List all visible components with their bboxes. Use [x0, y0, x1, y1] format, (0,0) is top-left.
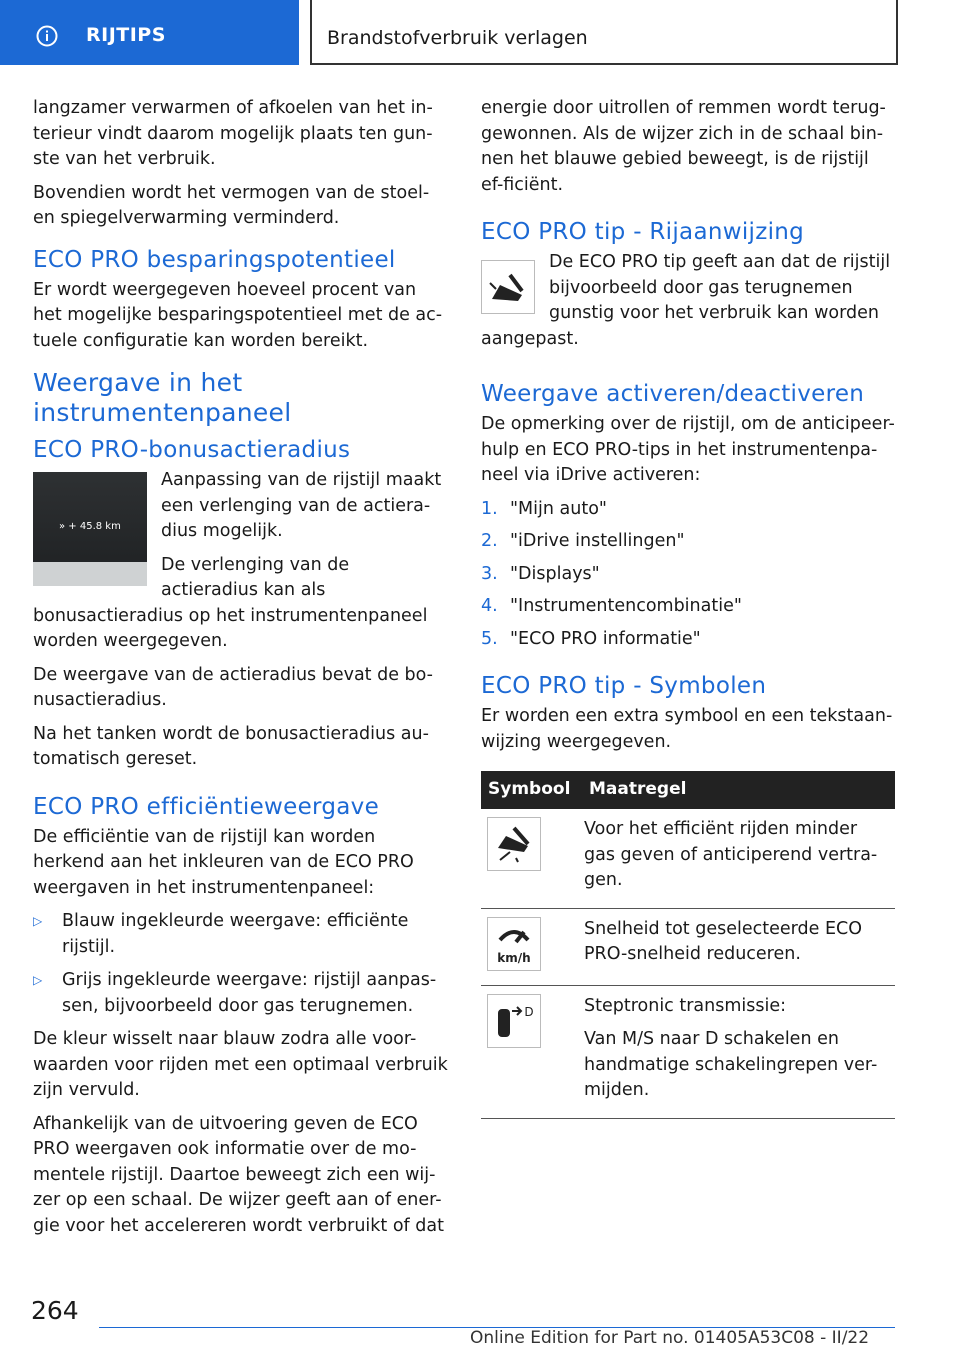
section-label: RIJTIPS [86, 24, 166, 46]
step-number: 1. [481, 498, 498, 519]
step-item [481, 562, 895, 588]
symbol-table [481, 771, 895, 1119]
foot-off-pedal-icon [487, 817, 541, 871]
section-tab [0, 0, 299, 65]
triangle-bullet-icon: ▷ [33, 973, 43, 987]
list-item-text: Blauw ingekleurde weergave: efficiënte rijstijl. [62, 911, 409, 957]
measure-text: Voor het efficiënt rijden minder gas geven of anticiperend vertra-gen. [584, 819, 878, 890]
table-row [481, 985, 895, 1118]
heading-bonusactieradius: ECO PRO-bonusactieradius [33, 437, 351, 463]
step-number: 3. [481, 563, 498, 584]
footer-edition: Online Edition for Part no. 01405A53C08 - II/22 [470, 1328, 870, 1348]
display-bottom-bar [33, 562, 147, 586]
measure-text: Van M/S naar D schakelen en handmatige schakelingrepen ver-mijden. [584, 1029, 878, 1100]
step-item [481, 594, 895, 620]
table-cell-measure [582, 908, 895, 985]
paragraph: De kleur wisselt naar blauw zodra alle voor-waarden voor rijden met een optimaal verbruik zijn vervuld. [33, 1029, 448, 1100]
table-row [481, 908, 895, 985]
speed-reduce-icon [487, 917, 541, 971]
paragraph: Afhankelijk van de uitvoering geven de ECO PRO weergaven ook informatie over de mo-mentele rijstijl. Daartoe beweegt zich een wij-zer op een schaal. De wijzer geeft aan of ener-gie voor het accelereren wordt verbruikt of dat [33, 1113, 444, 1236]
table-cell-symbol [481, 809, 582, 908]
gear-selector-icon [487, 994, 541, 1048]
step-text: "Instrumentencombinatie" [510, 596, 742, 616]
table-header [481, 771, 895, 809]
heading-weergave-instrumentenpaneel: Weergave in het instrumentenpaneel [33, 368, 292, 427]
speed-unit-label: km/h [497, 950, 531, 965]
paragraph: Na het tanken wordt de bonusactieradius au-tomatisch gereset. [33, 723, 429, 769]
list-item-text: Grijs ingekleurde weergave: rijstijl aanpas-sen, bijvoorbeeld door gas terugnemen. [62, 970, 437, 1016]
paragraph: De verlenging van de actieradius kan als bonusactieradius op het instrumentenpaneel worden weergegeven. [33, 554, 428, 651]
step-item [481, 529, 895, 555]
info-icon [36, 25, 58, 47]
paragraph: Er wordt weergegeven hoeveel procent van het mogelijke besparingspotentieel met de ac-tuele configuratie kan worden bereikt. [33, 279, 443, 351]
gear-d-label: D [524, 1004, 534, 1019]
heading-eco-pro-tip: ECO PRO tip - Rijaanwijzing [481, 219, 805, 245]
table-row [481, 809, 895, 908]
paragraph: Bovendien wordt het vermogen van de stoel-en spiegelverwarming verminderd. [33, 182, 430, 228]
foot-off-pedal-icon [481, 260, 535, 314]
step-item [481, 497, 895, 523]
step-text: "ECO PRO informatie" [510, 628, 701, 649]
step-item [481, 627, 895, 653]
step-number: 5. [481, 628, 498, 649]
eco-display-readout: » + 45.8 km [59, 521, 121, 532]
heading-weergave-activeren: Weergave activeren/deactiveren [481, 381, 865, 407]
triangle-bullet-icon: ▷ [33, 914, 43, 928]
right-column [481, 96, 895, 1119]
list-item [33, 909, 449, 960]
table-cell-symbol [481, 908, 582, 985]
step-text: "iDrive instellingen" [510, 531, 685, 551]
page-title: Brandstofverbruik verlagen [327, 27, 588, 49]
heading-symbolen: ECO PRO tip - Symbolen [481, 673, 767, 699]
tip-figure-block [481, 250, 895, 360]
page-number: 264 [31, 1296, 79, 1325]
step-text: "Displays" [510, 563, 600, 584]
column-header-symbool: Symbool [481, 771, 582, 809]
measure-text: Snelheid tot geselecteerde ECO PRO-snelheid reduceren. [584, 918, 862, 964]
paragraph: Aanpassing van de rijstijl maakt een verlenging van de actiera-dius mogelijk. [161, 470, 442, 541]
paragraph: De efficiëntie van de rijstijl kan worden herkend aan het inkleuren van de ECO PRO weergaven in het instrumentenpaneel: [33, 826, 414, 898]
paragraph: Er worden een extra symbool en een tekstaan-wijzing weergegeven. [481, 706, 893, 752]
step-text: "Mijn auto" [510, 498, 607, 519]
list-item [33, 968, 449, 1019]
measure-text: Steptronic transmissie: [584, 995, 787, 1016]
paragraph: De ECO PRO tip geeft aan dat de rijstijl bijvoorbeeld door gas terugnemen gunstig voor het verbruik kan worden aangepast. [481, 252, 891, 349]
paragraph: langzamer verwarmen of afkoelen van het in-terieur vindt daarom mogelijk plaats ten gun-ste van het verbruik. [33, 98, 433, 169]
table-cell-measure [582, 809, 895, 908]
paragraph: De opmerking over de rijstijl, om de anticipeer-hulp en ECO PRO-tips in het instrumentenpa-neel via iDrive activeren: [481, 414, 895, 485]
paragraph: energie door uitrollen of remmen wordt terug-gewonnen. Als de wijzer zich in de schaal bin-nen het blauwe gebied beweegt, is de rijstijl ef-ficiënt. [481, 98, 886, 195]
bonus-figure-block [33, 468, 449, 663]
eco-pro-display-image [33, 472, 147, 586]
table-cell-symbol [481, 985, 582, 1118]
left-column [33, 96, 449, 1247]
step-number: 4. [481, 596, 498, 616]
heading-efficientieweergave: ECO PRO efficiëntieweergave [33, 793, 380, 820]
table-cell-measure [582, 985, 895, 1118]
paragraph: De weergave van de actieradius bevat de bo-nusactieradius. [33, 664, 433, 710]
step-number: 2. [481, 531, 498, 551]
heading-besparingspotentieel: ECO PRO besparingspotentieel [33, 246, 396, 273]
column-header-maatregel: Maatregel [582, 771, 895, 809]
